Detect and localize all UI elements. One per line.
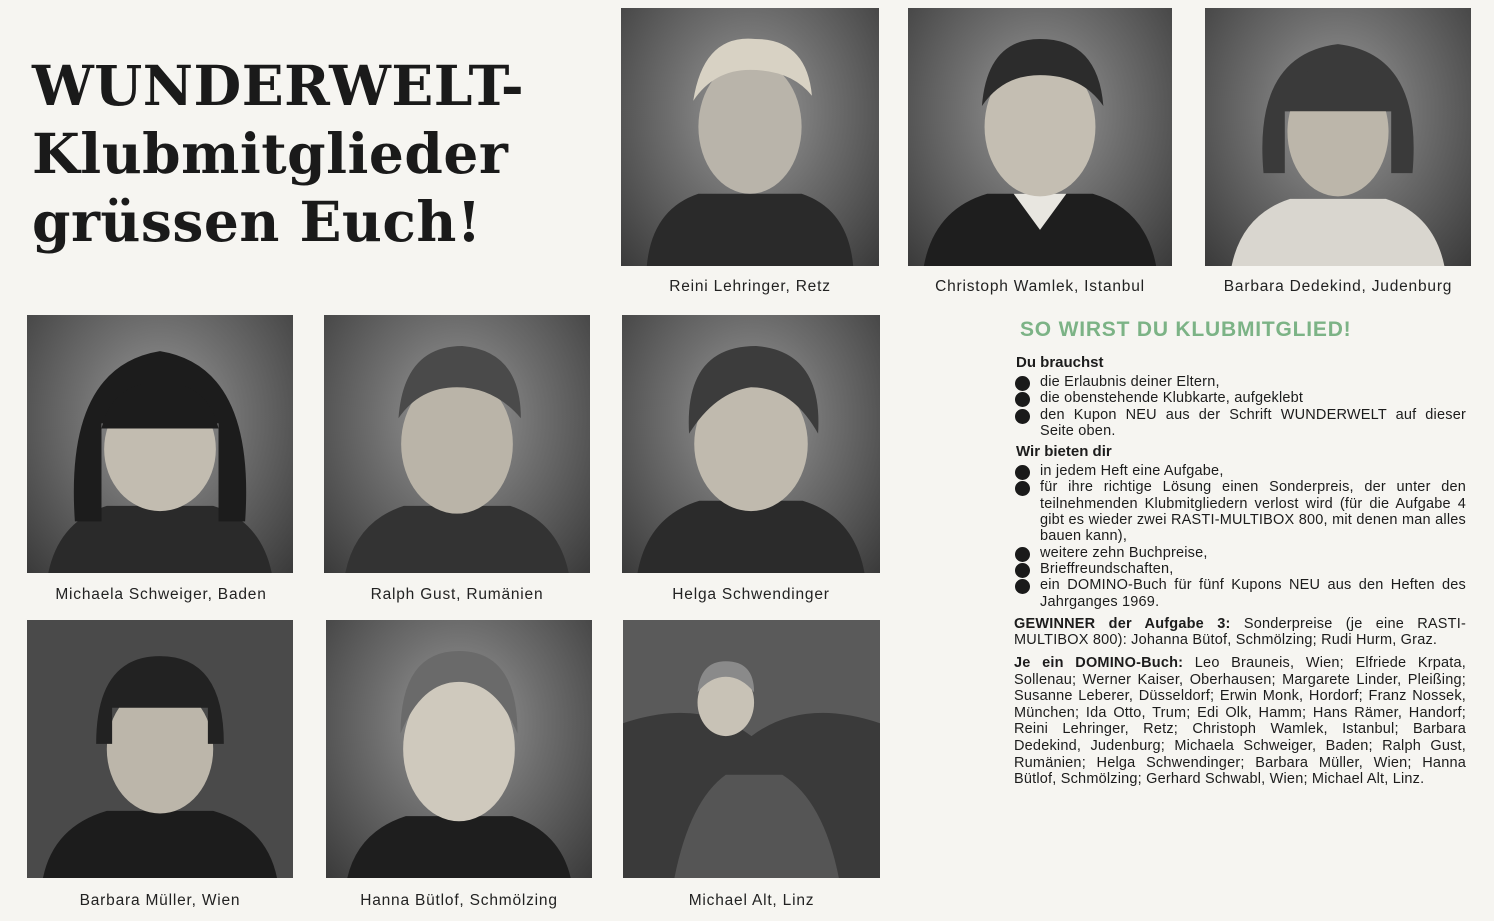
bullet-icon	[1015, 376, 1030, 391]
bullet-icon	[1015, 392, 1030, 407]
portrait-silhouette-icon	[623, 620, 880, 878]
portrait-silhouette-icon	[324, 315, 590, 573]
photo-caption: Hanna Bütlof, Schmölzing	[360, 892, 558, 909]
headline-line-3: grüssen Euch!	[32, 189, 482, 254]
photo-caption: Christoph Wamlek, Istanbul	[935, 278, 1145, 295]
portrait-silhouette-icon	[622, 315, 880, 573]
winners-text: Sonderpreise (je eine RASTI-MULTIBOX 800): Johanna Bütof, Schmölzing; Rudi Hurm, Graz.	[1014, 615, 1466, 649]
bullet-icon	[1015, 465, 1030, 480]
domino-text: Leo Brauneis, Wien; Elfriede Krpata, Sollenau; Werner Kaiser, Oberhausen; Margarete Linder, Pleißing; Susanne Leberer, Düsseldorf; Erwin Monk, Hordorf; Franz Nossek, München; Ida Otto, Trum; Edi Olk, Hamm; Hans Rämer, Handorf; Reini Lehringer, Retz; Christoph Wamlek, Istanbul; Barbara Dedekind, Judenburg; Michaela Schweiger, Baden; Ralph Gust, Rumänien; Helga Schwendinger; Barbara Müller, Wien; Hanna Bütlof, Schmölzing; Gerhard Schwabl, Wien; Michael Alt, Linz.	[1014, 655, 1467, 788]
requirements-list	[1014, 374, 1466, 439]
list-item	[1014, 561, 1466, 577]
list-item-text: Brieffreundschaften,	[1040, 560, 1174, 577]
bullet-icon	[1015, 547, 1030, 562]
portrait-photo	[27, 315, 293, 573]
portrait-photo	[27, 620, 293, 878]
list-item	[1014, 545, 1466, 561]
winners-label: GEWINNER der Aufgabe 3:	[1014, 615, 1231, 632]
winners-paragraph	[1014, 616, 1466, 649]
portrait-silhouette-icon	[27, 620, 293, 878]
portrait-photo	[1205, 8, 1471, 266]
list-item-text: für ihre richtige Lösung einen Sonderpreis, der unter den teilnehmenden Klubmitgliedern verlost wird (für die Aufgabe 4 gibt es wieder zwei RASTI-MULTIBOX 800, mit denen man alles bauen kann),	[1040, 479, 1466, 545]
headline-line-2: Klubmitglieder	[32, 121, 509, 186]
photo-caption: Reini Lehringer, Retz	[669, 278, 831, 295]
portrait-silhouette-icon	[27, 315, 293, 573]
photo-caption: Barbara Müller, Wien	[79, 892, 241, 909]
portrait-silhouette-icon	[908, 8, 1172, 266]
membership-panel	[1014, 318, 1466, 788]
portrait-silhouette-icon	[621, 8, 879, 266]
list-item-text: ein DOMINO-Buch für fünf Kupons NEU aus den Heften des Jahrganges 1969.	[1040, 577, 1466, 610]
list-item	[1014, 479, 1466, 544]
list-item-text: in jedem Heft eine Aufgabe,	[1040, 463, 1224, 480]
photo-caption: Barbara Dedekind, Judenburg	[1223, 278, 1453, 295]
section-heading: Wir bieten dir	[1016, 443, 1112, 461]
bullet-icon	[1015, 563, 1030, 578]
headline-line-1: WUNDERWELT-	[32, 53, 525, 118]
list-item	[1014, 390, 1466, 406]
portrait-photo	[621, 8, 879, 266]
photo-caption: Michael Alt, Linz	[688, 892, 815, 909]
portrait-photo	[324, 315, 590, 573]
section-heading: Du brauchst	[1016, 354, 1104, 371]
portrait-photo	[908, 8, 1172, 266]
list-item-text: die obenstehende Klubkarte, aufgeklebt	[1040, 390, 1304, 407]
photo-caption: Michaela Schweiger, Baden	[55, 586, 267, 603]
bullet-icon	[1015, 481, 1030, 496]
list-item-text: den Kupon NEU aus der Schrift WUNDERWELT auf dieser Seite oben.	[1040, 406, 1466, 439]
headline	[32, 52, 592, 256]
portrait-silhouette-icon	[1205, 8, 1471, 266]
portrait-silhouette-icon	[326, 620, 592, 878]
bullet-icon	[1015, 579, 1030, 594]
photo-caption: Helga Schwendinger	[672, 586, 830, 603]
list-item	[1014, 407, 1466, 440]
photo-caption: Ralph Gust, Rumänien	[370, 586, 544, 603]
portrait-photo	[326, 620, 592, 878]
list-item	[1014, 577, 1466, 610]
bullet-icon	[1015, 409, 1030, 424]
list-item-text: die Erlaubnis deiner Eltern,	[1040, 374, 1220, 390]
list-item	[1014, 463, 1466, 479]
list-item	[1014, 374, 1466, 390]
portrait-photo	[623, 620, 880, 878]
domino-winners-paragraph	[1014, 655, 1466, 788]
domino-label: Je ein DOMINO-Buch:	[1014, 655, 1184, 672]
list-item-text: weitere zehn Buchpreise,	[1040, 544, 1208, 561]
panel-title: SO WIRST DU KLUBMITGLIED!	[1020, 318, 1352, 341]
portrait-photo	[622, 315, 880, 573]
offers-list	[1014, 463, 1466, 610]
